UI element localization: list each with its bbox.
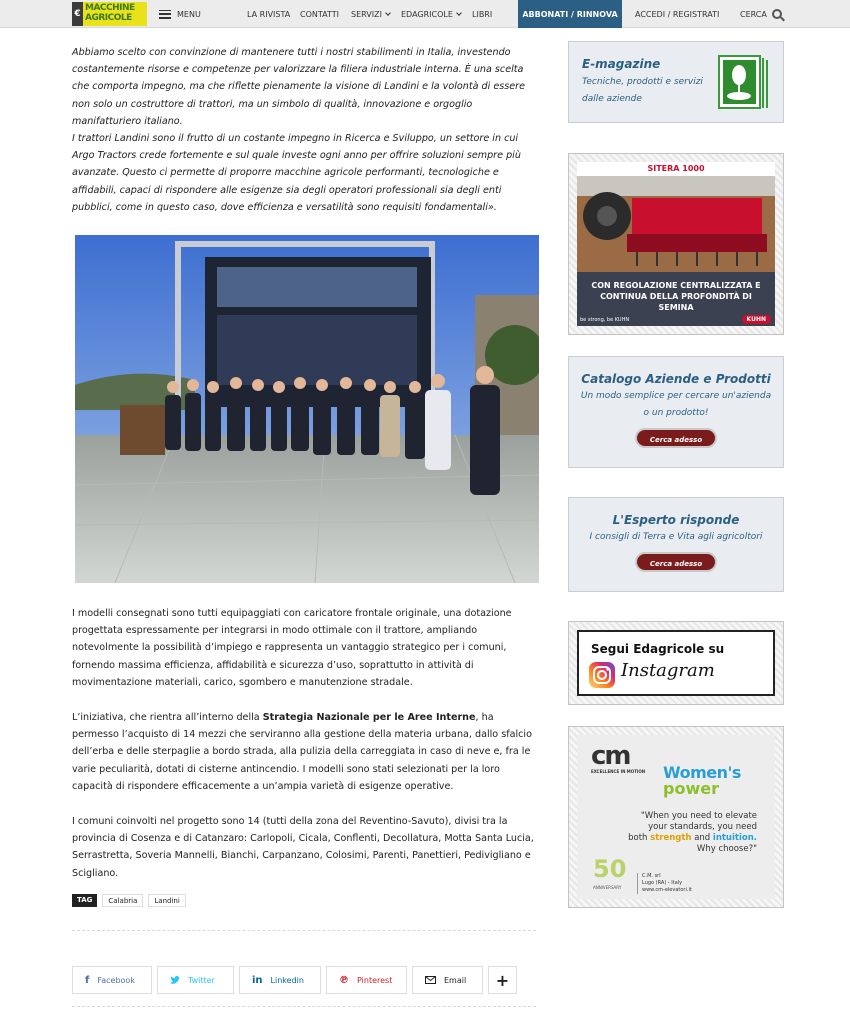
cm-logo: cm xyxy=(591,741,630,771)
kuhn-ad[interactable] xyxy=(568,153,784,335)
site-logo[interactable] xyxy=(72,2,147,26)
tag-landini[interactable]: Landini xyxy=(148,894,185,907)
expert-subtitle: I consigli di Terra e Vita agli agricoltori xyxy=(589,532,763,542)
anniversary-label: ANNIVERSARY xyxy=(593,885,622,890)
nav-item-edagricole[interactable]: EDAGRICOLE xyxy=(401,0,461,28)
instagram-banner[interactable] xyxy=(568,621,784,705)
logo-text: MACCHINE AGRICOLE xyxy=(83,2,147,26)
expert-search-button[interactable]: Cerca adesso xyxy=(635,552,717,572)
emagazine-subtitle: Tecniche, prodotti e servizi dalle aziende xyxy=(582,77,703,104)
nav-item-la-rivista[interactable]: LA RIVISTA xyxy=(247,9,291,19)
search-icon xyxy=(772,9,782,19)
ceremony-photo xyxy=(75,235,539,583)
kuhn-model: SITERA 1000 xyxy=(577,162,775,176)
tag-calabria[interactable]: Calabria xyxy=(102,894,143,907)
instagram-icon xyxy=(589,662,615,688)
nav-item-servizi[interactable]: SERVIZI xyxy=(351,0,390,28)
subscribe-button[interactable]: ABBONATI / RINNOVA xyxy=(518,0,622,28)
cm-ad[interactable] xyxy=(568,726,784,908)
login-link[interactable]: ACCEDI / REGISTRATI xyxy=(635,9,720,19)
email-icon xyxy=(425,976,436,984)
kuhn-slogan: be strong, be KUHN xyxy=(580,317,630,323)
kuhn-headline: CON REGOLAZIONE CENTRALIZZATA E CONTINUA DELLA PROFONDITÀ DI SEMINA xyxy=(577,272,775,326)
article-paragraph-3: I comuni coinvolti nel progetto sono 14 (tutti della zona del Reventino-Savuto), divisi tra la provincia di Cosenza e di Catanzaro: Carlopoli, Cicala, Conflenti, Decollatura, Motta Santa Lucia, Serrastretta, Soveria Mannelli, Bianchi, Carpanzano, Colosimi, Parenti, Panettieri, Pedivigliano e Scigliano. xyxy=(72,816,534,879)
menu-button[interactable]: MENU xyxy=(159,0,201,28)
cm-tagline: EXCELLENCE IN MOTION xyxy=(591,769,646,774)
share-linkedin-button[interactable]: in Linkedin xyxy=(239,966,321,994)
instagram-line-2: Instagram xyxy=(621,660,715,681)
facebook-icon: f xyxy=(85,974,90,986)
kuhn-logo: KUHN xyxy=(742,315,771,324)
twitter-icon xyxy=(170,976,180,985)
logo-mark: € xyxy=(72,2,83,26)
article-quote-1: Abbiamo scelto con convinzione di mantenere tutti i nostri stabilimenti in Italia, investendo costantemente risorse e competenze per valorizzare la filiera industriale interna. È una scelta che comporta impegno, ma che riflette pienamente la visione di Landini e la volontà di essere non solo un costruttore di trattori, ma un simbolo di qualità, innovazione e orgoglio manifatturiero italiano. xyxy=(72,47,525,127)
anniversary-number: 50 xyxy=(593,855,627,883)
divider xyxy=(72,930,536,931)
share-twitter-button[interactable]: Twitter xyxy=(157,966,234,994)
emagazine-icon xyxy=(718,55,769,109)
divider xyxy=(72,1006,536,1007)
expert-widget[interactable] xyxy=(568,497,784,592)
hamburger-icon xyxy=(159,10,171,19)
emagazine-widget[interactable] xyxy=(568,41,784,123)
top-bar xyxy=(0,0,850,28)
share-facebook-button[interactable]: f Facebook xyxy=(72,966,152,994)
cm-company-info: C.M. srl Lugo (RA) - Italy www.cm-elevatori.it xyxy=(637,873,692,894)
share-pinterest-button[interactable]: ℗ Pinterest xyxy=(326,966,407,994)
catalog-subtitle: Un modo semplice per cercare un'azienda o un prodotto! xyxy=(580,391,772,418)
tag-list xyxy=(72,894,186,907)
cm-headline-2: power xyxy=(663,779,719,798)
nav-item-libri[interactable]: LIBRI xyxy=(472,9,493,19)
cm-quote: "When you need to elevate your standards, you need both strength and intuition. Why choose?" xyxy=(628,811,757,854)
seeder-image xyxy=(577,176,775,272)
share-bar xyxy=(72,966,517,994)
catalog-title: Catalogo Aziende e Prodotti xyxy=(581,372,771,386)
article-paragraph-2: L’iniziativa, che rientra all’interno della Strategia Nazionale per le Aree Interne, ha permesso l’acquisto di 14 mezzi che serviranno alla gestione della materia urbana, dallo sfalcio dell’erba e delle sterpaglie a bordo strada, alla pulizia della carreggiata in caso di neve e, fra le varie peculiarità, dotati di cisterne antincendio. I modelli sono stati selezionati per la loro capacità di rispondere efficacemente a un’ampia varietà di esigenze operative. xyxy=(72,712,532,792)
linkedin-icon: in xyxy=(252,974,263,986)
catalog-widget[interactable] xyxy=(568,356,784,468)
share-more-button[interactable]: + xyxy=(488,966,517,994)
article-photo xyxy=(75,235,539,583)
cm-headline-1: Women's xyxy=(663,763,741,782)
article-paragraph-1: I modelli consegnati sono tutti equipaggiati con caricatore frontale originale, una dotazione progettata espressamente per integrarsi in modo ottimale con il trattore, ampliando notevolmente la possibilità d’impiego e rappresenta un vantaggio strategico per i comuni, fornendo massima efficienza, affidabilità e sicurezza d’uso, soprattutto in attività di movimentazione materiali, carico, sgombero e manutenzione stradale. xyxy=(72,608,512,688)
search-button[interactable]: CERCA xyxy=(740,0,782,28)
article-quote-2: I trattori Landini sono il frutto di un costante impegno in Ricerca e Sviluppo, un settore in cui Argo Tractors crede fortemente e sul quale investe ogni anno per offrire soluzioni sempre più avanzate. Questo ci permette di proporre macchine agricole performanti, tecnologiche e affidabili, capaci di rispondere alle esigenze sia degli operatori professionali sia degli enti pubblici, come in questo caso, dove efficienza e versatilità sono requisiti fondamentali». xyxy=(72,133,521,213)
instagram-line-1: Segui Edagricole su xyxy=(591,642,725,656)
catalog-search-button[interactable]: Cerca adesso xyxy=(635,428,717,448)
expert-title: L'Esperto risponde xyxy=(612,513,740,527)
highlight-strategia: Strategia Nazionale per le Aree Interne xyxy=(262,712,476,723)
emagazine-title: E-magazine xyxy=(582,57,661,71)
nav-item-contatti[interactable]: CONTATTI xyxy=(300,9,339,19)
tag-label: TAG xyxy=(72,894,97,907)
pinterest-icon: ℗ xyxy=(339,974,349,986)
share-email-button[interactable]: Email xyxy=(412,966,483,994)
